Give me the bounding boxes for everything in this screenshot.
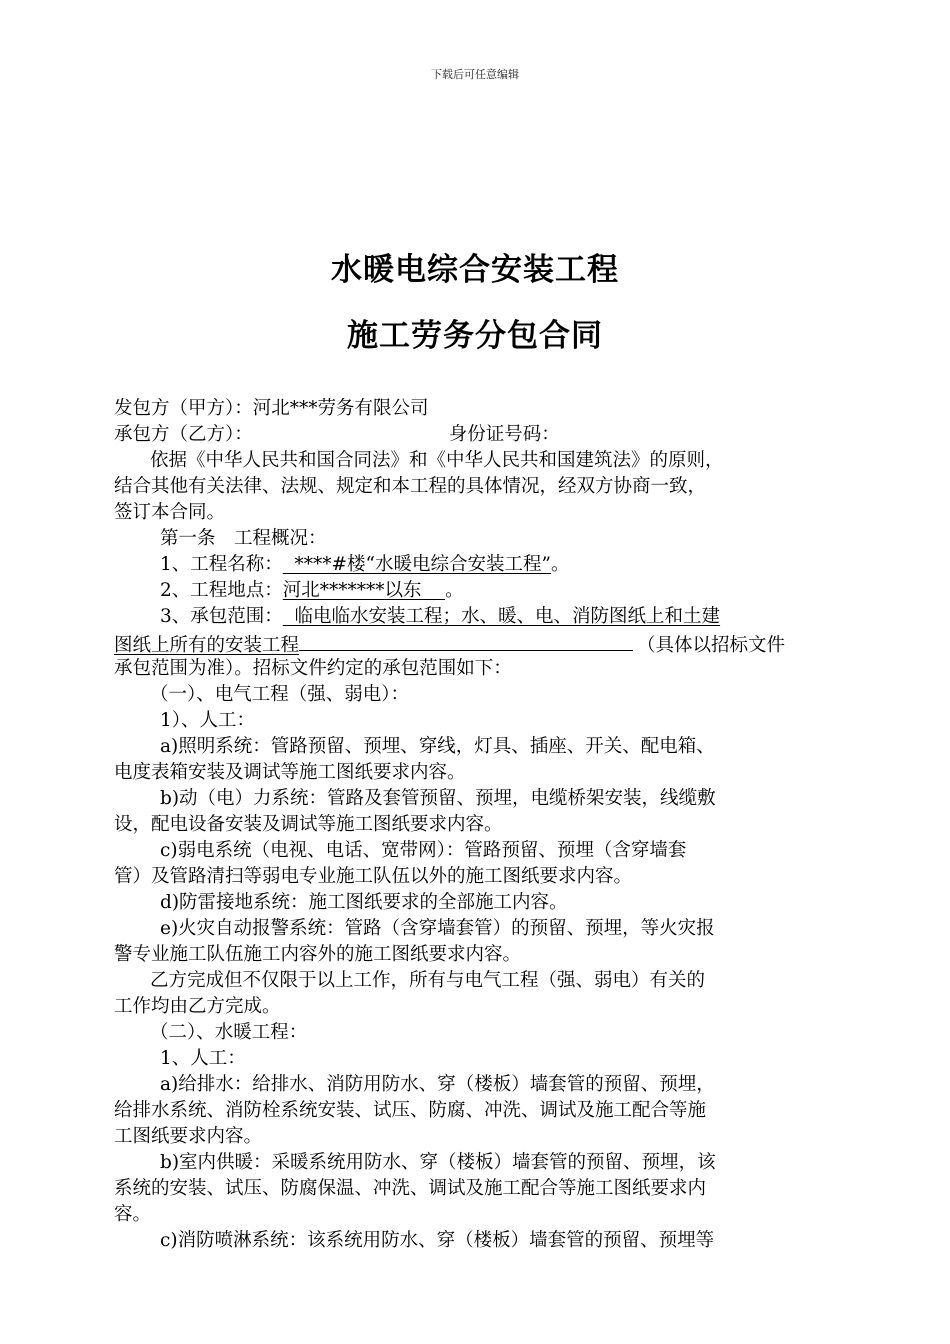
- article-1-heading: 第一条 工程概况：: [160, 528, 327, 549]
- electrical-summary-line-1: 乙方完成但不仅限于以上工作，所有与电气工程（强、弱电）有关的: [150, 970, 706, 991]
- scope-line-2: [114, 630, 838, 656]
- document-title-line-2: 施工劳务分包合同: [347, 318, 603, 354]
- electrical-a-line-2: 电度表箱安装及调试等施工图纸要求内容。: [114, 762, 466, 783]
- electrical-a-line-1: a)照明系统：管路预留、预埋、穿线，灯具、插座、开关、配电箱、: [160, 736, 715, 757]
- electrical-c-line-2: 管）及管路清扫等弱电专业施工队伍以外的施工图纸要求内容。: [114, 866, 633, 887]
- scope-note: （具体以招标文件: [637, 635, 786, 656]
- party-b-line: [114, 422, 838, 448]
- plumbing-b-line-1: b)室内供暖：采暖系统用防水、穿（楼板）墙套管的预留、预埋，该: [160, 1152, 716, 1173]
- intro-line-3: 签订本合同。: [114, 502, 226, 523]
- plumbing-a-line-2: 给排水系统、消防栓系统安装、试压、防腐、冲洗、调试及施工配合等施: [114, 1100, 707, 1121]
- project-location-line: 2、工程地点：河北*******以东 。: [160, 580, 464, 601]
- intro-line-2: 结合其他有关法律、法规、规定和本工程的具体情况，经双方协商一致，: [114, 476, 707, 497]
- section-electrical-heading: （一）、电气工程（强、弱电）：: [150, 684, 410, 705]
- plumbing-c-line-1: c)消防喷淋系统：该系统用防水、穿（楼板）墙套管的预留、预埋等: [160, 1230, 715, 1251]
- contract-body: [114, 396, 838, 1254]
- electrical-e-line-2: 警专业施工队伍施工内容外的施工图纸要求内容。: [114, 944, 522, 965]
- plumbing-a-line-1: a)给排水：给排水、消防用防水、穿（楼板）墙套管的预留、预埋，: [160, 1074, 715, 1095]
- plumbing-b-line-3: 容。: [114, 1204, 152, 1225]
- electrical-c-line-1: c)弱电系统（电视、电话、宽带网）：管路预留、预埋（含穿墙套: [160, 840, 687, 861]
- party-a-line: 发包方（甲方）：河北***劳务有限公司: [114, 398, 429, 419]
- electrical-summary-line-2: 工作均由乙方完成。: [114, 996, 281, 1017]
- scope-value-continued: 图纸上所有的安装工程: [114, 635, 300, 656]
- project-name-line: 1、工程名称： ****#楼“水暖电综合安装工程”。: [160, 554, 570, 575]
- document-title-line-1: 水暖电综合安装工程: [331, 252, 619, 288]
- project-location-label: 2、工程地点：: [160, 580, 283, 601]
- scope-line-3: 承包范围为准）。招标文件约定的承包范围如下：: [114, 658, 512, 679]
- intro-line-1: 依据《中华人民共和国合同法》和《中华人民共和国建筑法》的原则，: [150, 450, 724, 471]
- scope-label: 3、承包范围：: [160, 606, 283, 627]
- party-b-label: 承包方（乙方）：: [114, 424, 253, 445]
- scope-line-1: [114, 604, 838, 630]
- electrical-b-line-2: 设，配电设备安装及调试等施工图纸要求内容。: [114, 814, 503, 835]
- id-number-label: 身份证号码：: [448, 424, 560, 445]
- electrical-b-line-1: b)动（电）力系统：管路及套管预留、预埋，电缆桥架安装，线缆敷: [160, 788, 716, 809]
- project-name-value: ****#楼“水暖电综合安装工程”: [294, 554, 551, 575]
- section-plumbing-labor: 1、人工：: [160, 1048, 246, 1069]
- plumbing-b-line-2: 系统的安装、试压、防腐保温、冲洗、调试及施工配合等施工图纸要求内: [114, 1178, 707, 1199]
- section-plumbing-heading: （二）、水暖工程：: [150, 1022, 308, 1043]
- project-location-value: 河北*******以东: [282, 580, 422, 601]
- section-electrical-labor: 1）、人工：: [160, 710, 256, 731]
- electrical-d-line: d)防雷接地系统：施工图纸要求的全部施工内容。: [160, 892, 568, 913]
- plumbing-a-line-3: 工图纸要求内容。: [114, 1126, 263, 1147]
- header-note: 下载后可任意编辑: [431, 68, 519, 81]
- project-name-label: 1、工程名称：: [160, 554, 283, 575]
- scope-value: 临电临水安装工程；水、暖、电、消防图纸上和土建: [294, 606, 721, 627]
- electrical-e-line-1: e)火灾自动报警系统：管路（含穿墙套管）的预留、预埋，等火灾报: [160, 918, 715, 939]
